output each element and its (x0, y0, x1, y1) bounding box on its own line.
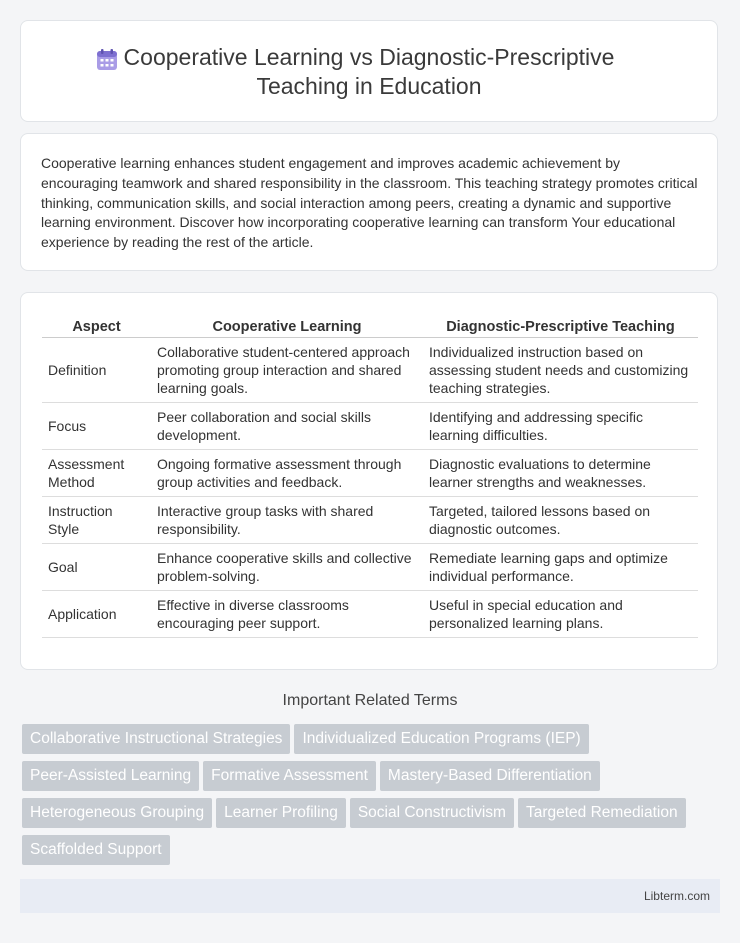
row-aspect: Focus (42, 403, 151, 450)
related-terms-list (22, 724, 722, 872)
intro-paragraph: Cooperative learning enhances student engagement and improves academic achievement by encouraging teamwork and shared responsibility in the classroom. This teaching strategy promotes critical thinking, communication skills, and social interaction among peers, creating a dynamic and supportive learning environment. Discover how incorporating cooperative learning can transform Your educational experience by reading the rest of the article. (41, 155, 698, 251)
page-title-line2: Teaching in Education (256, 73, 482, 99)
footer (20, 879, 720, 913)
row-aspect: Definition (42, 338, 151, 403)
row-cooperative: Enhance cooperative skills and collective problem-solving. (151, 544, 423, 591)
related-term-tag[interactable]: Mastery-Based Differentiation (380, 761, 600, 791)
table-row (42, 544, 698, 591)
row-cooperative: Peer collaboration and social skills development. (151, 403, 423, 450)
related-term-tag[interactable]: Peer-Assisted Learning (22, 761, 199, 791)
table-row (42, 338, 698, 403)
row-diagnostic: Useful in special education and personalized learning plans. (423, 591, 698, 638)
row-cooperative: Effective in diverse classrooms encouraging peer support. (151, 591, 423, 638)
row-cooperative: Collaborative student-centered approach promoting group interaction and shared learning goals. (151, 338, 423, 403)
row-diagnostic: Targeted, tailored lessons based on diagnostic outcomes. (423, 497, 698, 544)
page-title (21, 43, 717, 101)
row-diagnostic: Identifying and addressing specific learning difficulties. (423, 403, 698, 450)
table-row (42, 450, 698, 497)
row-aspect: Goal (42, 544, 151, 591)
row-cooperative: Interactive group tasks with shared responsibility. (151, 497, 423, 544)
related-terms-heading: Important Related Terms (282, 692, 458, 709)
table-row (42, 497, 698, 544)
related-term-tag[interactable]: Formative Assessment (203, 761, 376, 791)
related-term-tag[interactable]: Social Constructivism (350, 798, 514, 828)
related-term-tag[interactable]: Targeted Remediation (518, 798, 686, 828)
comparison-card (20, 292, 718, 670)
table-header-row (42, 315, 698, 338)
related-term-tag[interactable]: Individualized Education Programs (IEP) (294, 724, 588, 754)
footer-site-link[interactable]: Libterm.com (643, 889, 710, 903)
related-term-tag[interactable]: Learner Profiling (216, 798, 346, 828)
row-diagnostic: Individualized instruction based on assessing student needs and customizing teaching strategies. (423, 338, 698, 403)
header-cooperative: Cooperative Learning (151, 315, 423, 338)
related-term-tag[interactable]: Collaborative Instructional Strategies (22, 724, 290, 754)
related-term-tag[interactable]: Scaffolded Support (22, 835, 170, 865)
row-aspect: Instruction Style (42, 497, 151, 544)
row-diagnostic: Diagnostic evaluations to determine learner strengths and weaknesses. (423, 450, 698, 497)
header-diagnostic: Diagnostic-Prescriptive Teaching (423, 315, 698, 338)
related-term-tag[interactable]: Heterogeneous Grouping (22, 798, 212, 828)
intro-card (20, 133, 718, 271)
title-card (20, 20, 718, 122)
comparison-table (42, 315, 698, 638)
table-row (42, 403, 698, 450)
page-title-line1: Cooperative Learning vs Diagnostic-Prescriptive (123, 44, 615, 70)
header-aspect: Aspect (42, 315, 151, 338)
row-diagnostic: Remediate learning gaps and optimize individual performance. (423, 544, 698, 591)
row-cooperative: Ongoing formative assessment through group activities and feedback. (151, 450, 423, 497)
table-row (42, 591, 698, 638)
row-aspect: Application (42, 591, 151, 638)
row-aspect: Assessment Method (42, 450, 151, 497)
